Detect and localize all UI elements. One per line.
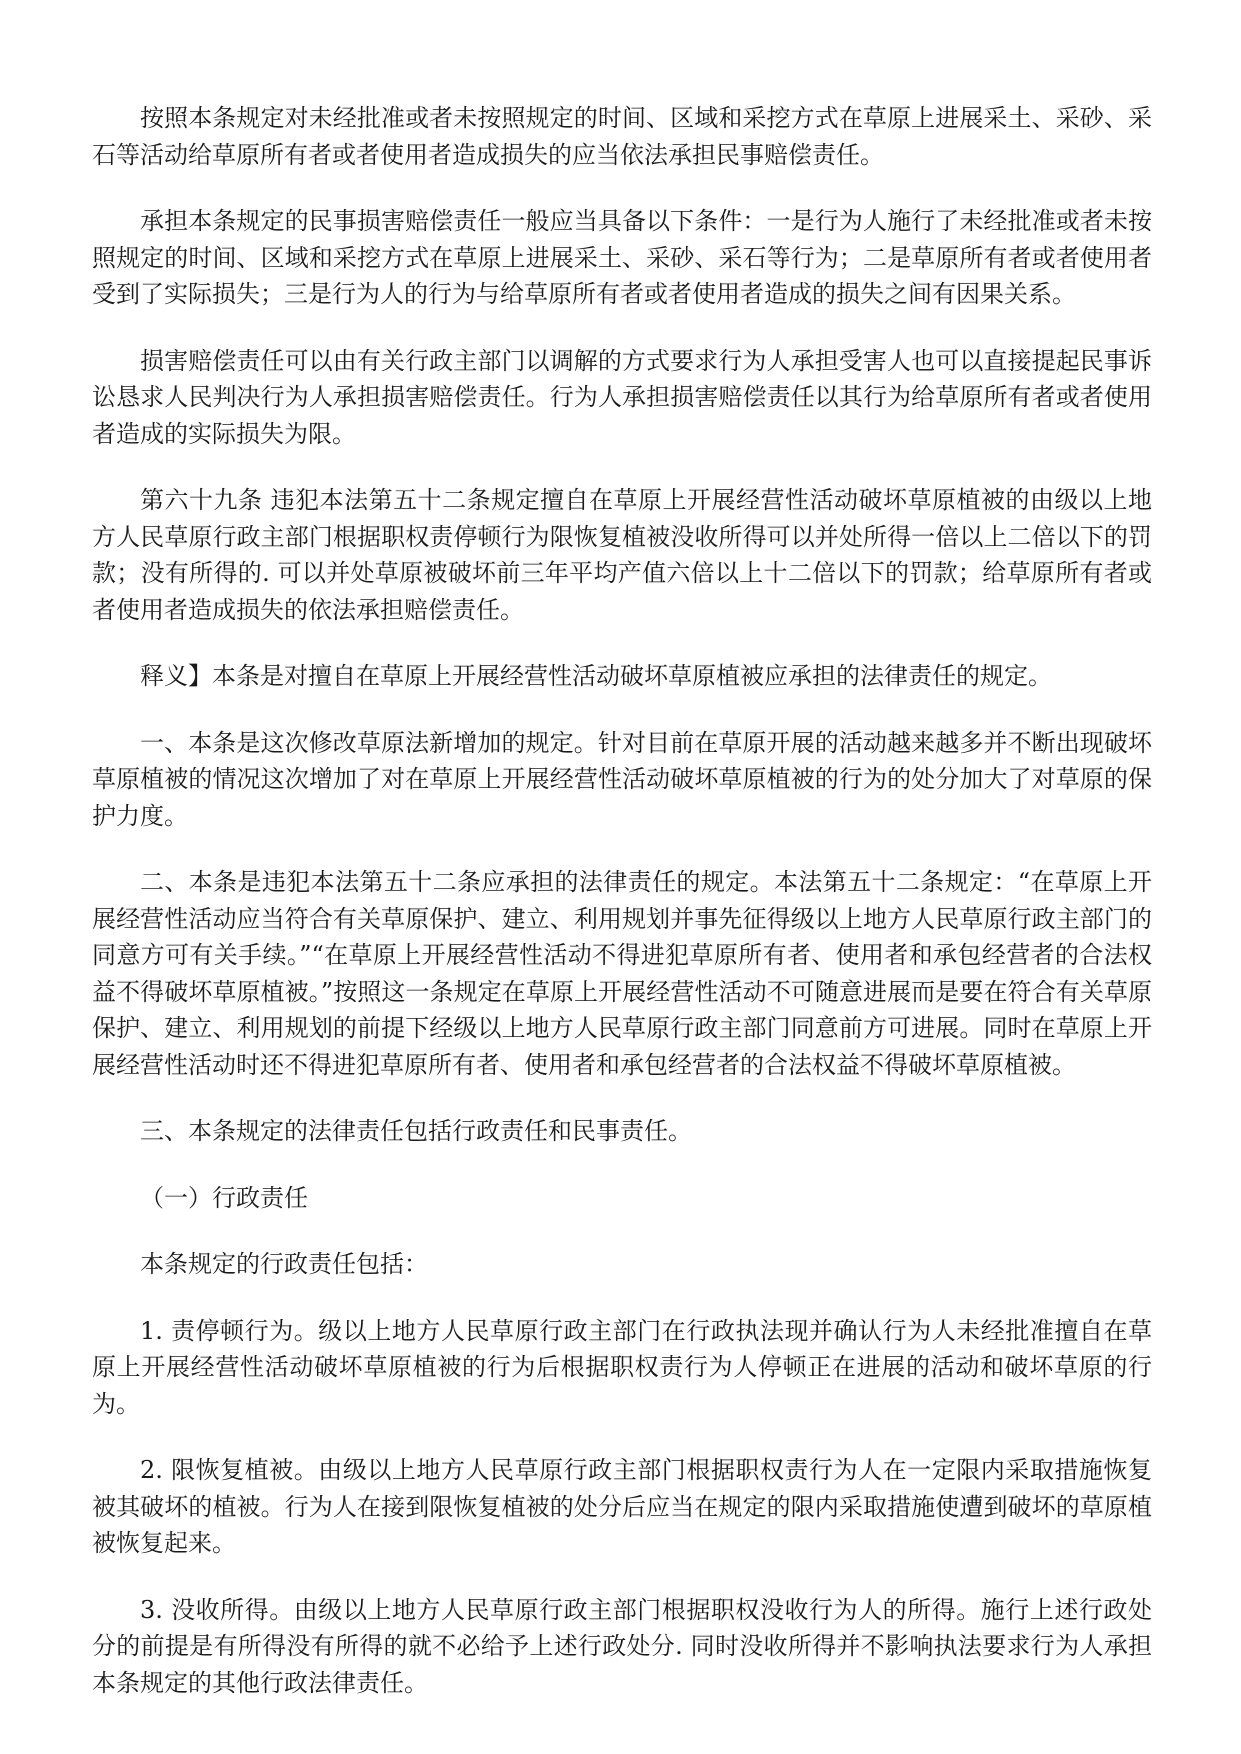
list-item-stop-behavior: 1. 责停顿行为。级以上地方人民草原行政主部门在行政执法现并确认行为人未经批准擅自在草原上开展经营性活动破坏草原植被的行为后根据职权责行为人停顿正在进展的活动和破坏草原的行为。 (92, 1316, 1152, 1418)
list-item-confiscate-income: 3. 没收所得。由级以上地方人民草原行政主部门根据职权没收行为人的所得。施行上述行政处分的前提是有所得没有所得的就不必给予上述行政处分. 同时没收所得并不影响执法要求行为人承担本条规定的其他行政法律责任。 (92, 1595, 1152, 1697)
document-page (92, 100, 1152, 1701)
paragraph-point-three: 三、本条规定的法律责任包括行政责任和民事责任。 (140, 1117, 692, 1145)
paragraph-point-one: 一、本条是这次修改草原法新增加的规定。针对目前在草原开展的活动越来越多并不断出现破坏草原植被的情况这次增加了对在草原上开展经营性活动破坏草原植被的行为的处分加大了对草原的保护力度。 (92, 728, 1152, 830)
paragraph-article-69: 第六十九条 违犯本法第五十二条规定擅自在草原上开展经营性活动破坏草原植被的由级以上地方人民草原行政主部门根据职权责停顿行为限恢复植被没收所得可以并处所得一倍以上二倍以下的罚款；没有所得的. 可以并处草原被破坏前三年平均产值六倍以上十二倍以下的罚款；给草原所有者或者使用者造成损失的依法承担赔偿责任。 (92, 486, 1152, 624)
paragraph-point-two: 二、本条是违犯本法第五十二条应承担的法律责任的规定。本法第五十二条规定：“在草原上开展经营性活动应当符合有关草原保护、建立、利用规划并事先征得级以上地方人民草原行政主部门的同意方可有关手续。”“在草原上开展经营性活动不得进犯草原所有者、使用者和承包经营者的合法权益不得破坏草原植被。”按照这一条规定在草原上开展经营性活动不可随意进展而是要在符合有关草原保护、建立、利用规划的前提下经级以上地方人民草原行政主部门同意前方可进展。同时在草原上开展经营性活动时还不得进犯草原所有者、使用者和承包经营者的合法权益不得破坏草原植被。 (92, 868, 1152, 1079)
paragraph-administrative-liability-intro: 本条规定的行政责任包括： (140, 1250, 428, 1278)
paragraph-damage-conditions: 承担本条规定的民事损害赔偿责任一般应当具备以下条件：一是行为人施行了未经批准或者未按照规定的时间、区域和采挖方式在草原上进展采土、采砂、采石等行为；二是草原所有者或者使用者受到了实际损失；三是行为人的行为与给草原所有者或者使用者造成的损失之间有因果关系。 (92, 207, 1152, 308)
paragraph-civil-liability-mining: 按照本条规定对未经批准或者未按照规定的时间、区域和采挖方式在草原上进展采土、采砂、采石等活动给草原所有者或者使用者造成损失的应当依法承担民事赔偿责任。 (92, 104, 1152, 169)
list-item-restore-vegetation: 2. 限恢复植被。由级以上地方人民草原行政主部门根据职权责行为人在一定限内采取措施恢复被其破坏的植被。行为人在接到限恢复植被的处分后应当在规定的限内采取措施使遭到破坏的草原植被恢复起来。 (92, 1456, 1152, 1557)
paragraph-damage-compensation: 损害赔偿责任可以由有关行政主部门以调解的方式要求行为人承担受害人也可以直接提起民事诉讼恳求人民判决行为人承担损害赔偿责任。行为人承担损害赔偿责任以其行为给草原所有者或者使用者造成的实际损失为限。 (92, 346, 1152, 448)
paragraph-interpretation: 释义】本条是对擅自在草原上开展经营性活动破坏草原植被应承担的法律责任的规定。 (140, 662, 1052, 690)
section-heading-administrative-liability: （一）行政责任 (140, 1183, 308, 1212)
